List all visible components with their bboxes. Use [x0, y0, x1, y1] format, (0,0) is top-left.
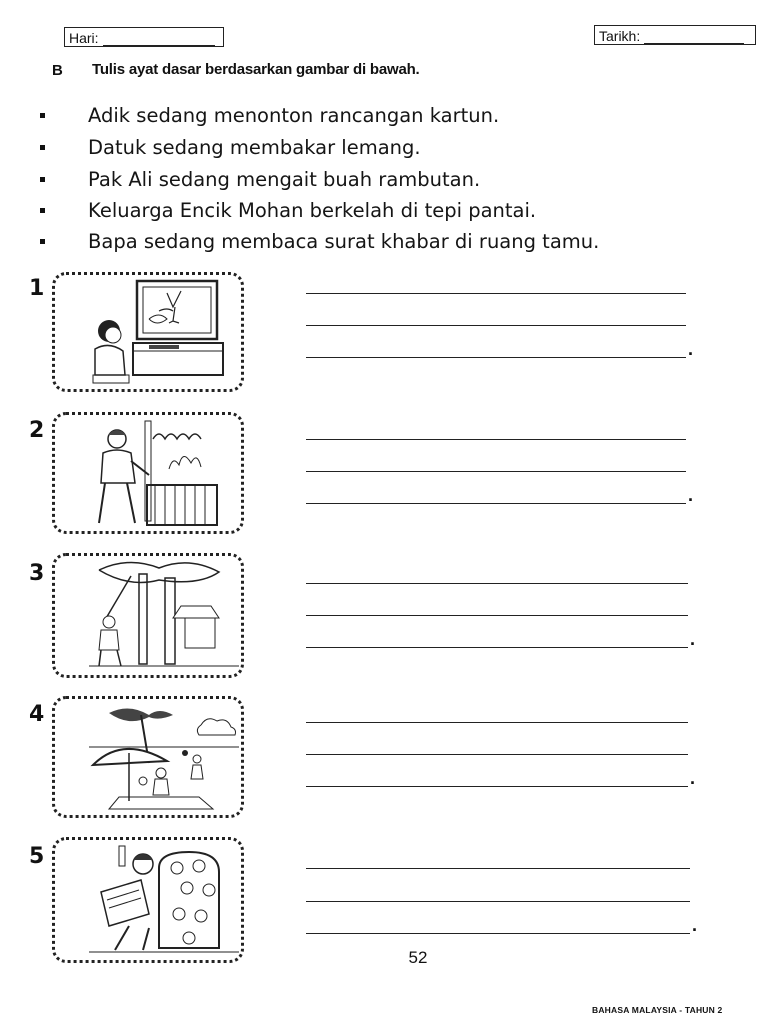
man-picking-rambutan-illustration [89, 560, 239, 672]
instruction-text: Tulis ayat dasar berdasarkan gambar di bawah. [92, 61, 420, 78]
page-number: 52 [408, 948, 428, 967]
hari-label: Hari: [69, 30, 99, 46]
picture-panel-4 [52, 696, 244, 818]
sentence-text: Datuk sedang membakar lemang. [88, 136, 421, 159]
line-end-mark: . [688, 485, 694, 505]
tarikh-field[interactable] [594, 25, 756, 45]
bullet-icon [40, 208, 45, 213]
line-end-mark: . [690, 768, 696, 788]
answer-line[interactable] [306, 439, 686, 440]
answer-line[interactable] [306, 293, 686, 294]
sentence-text: Keluarga Encik Mohan berkelah di tepi pantai. [88, 199, 537, 222]
answer-line[interactable] [306, 357, 686, 358]
exercise-number: 5 [29, 844, 45, 869]
line-end-mark: . [690, 629, 696, 649]
sentence-text: Bapa sedang membaca surat khabar di ruang tamu. [88, 230, 600, 253]
exercise-number: 4 [29, 702, 45, 727]
exercise-number: 3 [29, 561, 45, 586]
answer-line[interactable] [306, 583, 688, 584]
sentence-text: Pak Ali sedang mengait buah rambutan. [88, 168, 481, 191]
family-picnic-beach-illustration [89, 703, 239, 813]
answer-line[interactable] [306, 615, 688, 616]
answer-line[interactable] [306, 503, 686, 504]
tarikh-blank-line [644, 30, 744, 44]
hari-field[interactable] [64, 27, 224, 47]
answer-line[interactable] [306, 868, 690, 869]
answer-line[interactable] [306, 754, 688, 755]
line-end-mark: . [692, 915, 698, 935]
answer-line[interactable] [306, 647, 688, 648]
answer-line[interactable] [306, 722, 688, 723]
father-reading-newspaper-illustration [89, 844, 239, 958]
exercise-number: 2 [29, 418, 45, 443]
sentence-text: Adik sedang menonton rancangan kartun. [88, 104, 500, 127]
answer-line[interactable] [306, 933, 690, 934]
line-end-mark: . [688, 339, 694, 359]
bullet-icon [40, 239, 45, 244]
book-label: BAHASA MALAYSIA - TAHUN 2 [592, 1005, 723, 1015]
answer-line[interactable] [306, 325, 686, 326]
bullet-icon [40, 145, 45, 150]
answer-line[interactable] [306, 471, 686, 472]
child-watching-tv-illustration [89, 279, 239, 387]
answer-line[interactable] [306, 901, 690, 902]
picture-panel-5 [52, 837, 244, 963]
hari-blank-line [103, 32, 215, 46]
tarikh-label: Tarikh: [599, 28, 641, 44]
answer-line[interactable] [306, 786, 688, 787]
exercise-number: 1 [29, 276, 45, 301]
bullet-icon [40, 177, 45, 182]
picture-panel-2 [52, 412, 244, 534]
picture-panel-1 [52, 272, 244, 392]
grandfather-burning-lemang-illustration [89, 419, 239, 529]
picture-panel-3 [52, 553, 244, 678]
section-letter: B [52, 62, 63, 79]
bullet-icon [40, 113, 45, 118]
